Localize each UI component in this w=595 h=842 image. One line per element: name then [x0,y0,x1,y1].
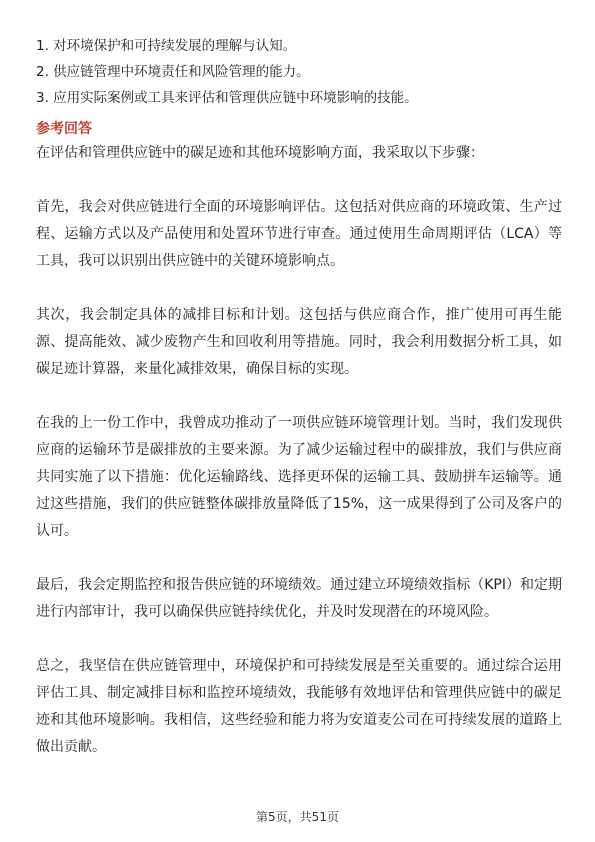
answer-intro: 在评估和管理供应链中的碳足迹和其他环境影响方面，我采取以下步骤： [36,145,484,161]
answer-body [36,140,562,761]
list-item: 2. 供应链管理中环境责任和风险管理的能力。 [36,64,310,80]
answer-paragraph: 首先，我会对供应链进行全面的环境影响评估。这包括对供应商的环境政策、生产过程、运输方式以及产品使用和处置环节进行审查。通过使用生命周期评估（LCA）等工具，我可以识别出供应链中的关键环境影响点。 [36,199,562,269]
list-item: 1. 对环境保护和可持续发展的理解与认知。 [36,38,297,54]
criteria-list [36,33,566,111]
page-number: 第5页，共51页 [256,810,339,824]
answer-paragraph: 在我的上一份工作中，我曾成功推动了一项供应链环境管理计划。当时，我们发现供应商的运输环节是碳排放的主要来源。为了减少运输过程中的碳排放，我们与供应商共同实施了以下措施：优化运输路线、选择更环保的运输工具、鼓励拼车运输等。通过这些措施，我们的供应链整体碳排放量降低了15%，这一成果得到了公司及客户的认可。 [36,415,562,539]
answer-paragraph: 其次，我会制定具体的减排目标和计划。这包括与供应商合作，推广使用可再生能源、提高能效、减少废物产生和回收利用等措施。同时，我会利用数据分析工具，如碳足迹计算器，来量化减排效果，确保目标的实现。 [36,307,562,377]
answer-heading: 参考回答 [36,121,92,137]
answer-paragraph: 总之，我坚信在供应链管理中，环境保护和可持续发展是至关重要的。通过综合运用评估工具、制定减排目标和监控环境绩效，我能够有效地评估和管理供应链中的碳足迹和其他环境影响。我相信，这些经验和能力将为安道麦公司在可持续发展的道路上做出贡献。 [36,658,562,755]
list-item: 3. 应用实际案例或工具来评估和管理供应链中环境影响的技能。 [36,90,418,106]
answer-paragraph: 最后，我会定期监控和报告供应链的环境绩效。通过建立环境绩效指标（KPI）和定期进行内部审计，我可以确保供应链持续优化，并及时发现潜在的环境风险。 [36,577,562,620]
